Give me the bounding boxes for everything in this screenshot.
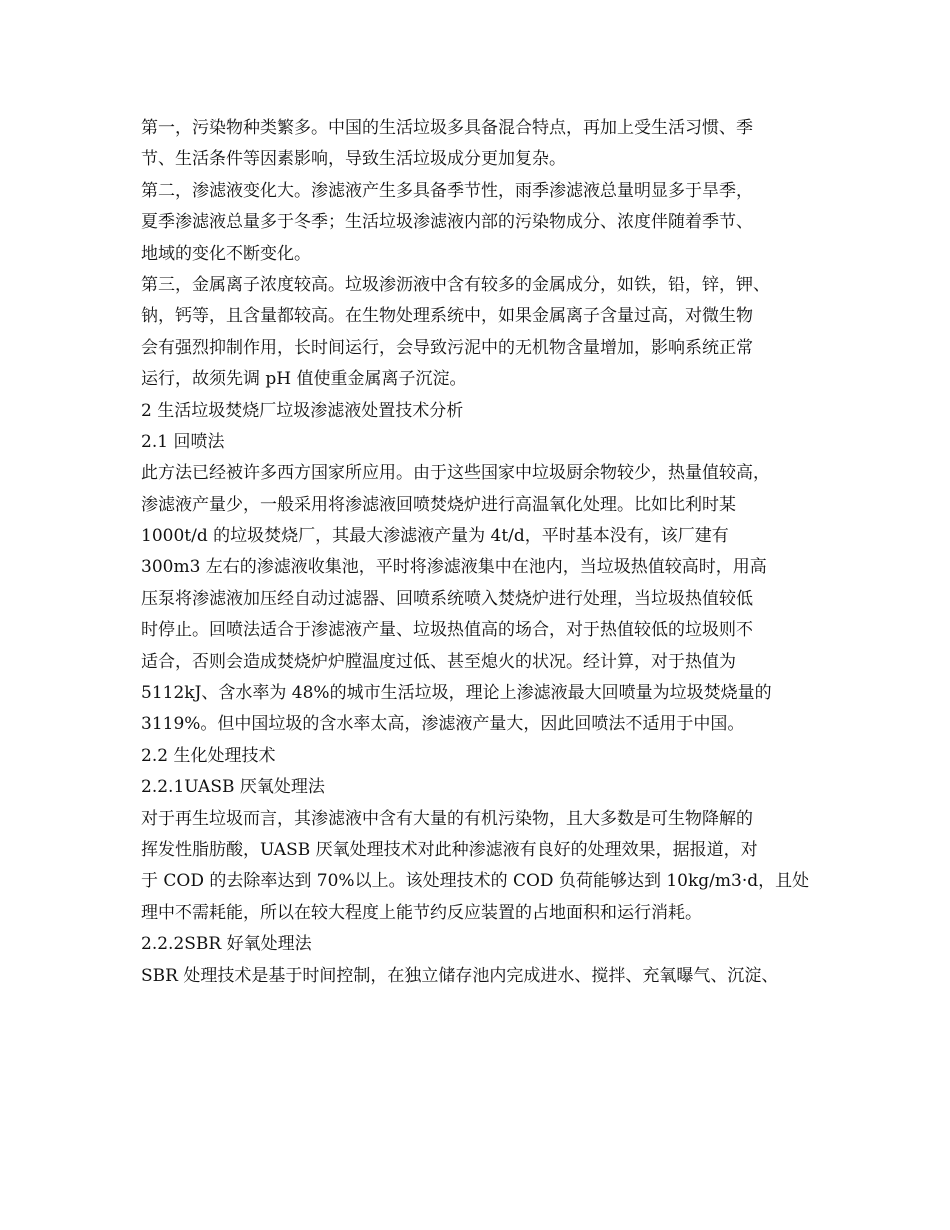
text-line: 运行，故须先调 pH 值使重金属离子沉淀。 (141, 369, 467, 390)
subsubsection-heading: 2.2.2SBR 好氧处理法 (141, 934, 312, 955)
text-line: 第三，金属离子浓度较高。垃圾渗沥液中含有较多的金属成分，如铁，铅，锌，钾、 (141, 274, 770, 295)
text-line: 于 COD 的去除率达到 70%以上。该处理技术的 COD 负荷能够达到 10kg/m3·d，且处 (141, 871, 810, 892)
text-line: 此方法已经被许多西方国家所应用。由于这些国家中垃圾厨余物较少，热量值较高， (141, 463, 770, 484)
text-line: 第二，渗滤液变化大。渗滤液产生多具备季节性，雨季渗滤液总量明显多于旱季， (141, 180, 753, 201)
text-line: 5112kJ、含水率为 48%的城市生活垃圾，理论上渗滤液最大回喷量为垃圾焚烧量的 (141, 683, 772, 704)
text-line: 会有强烈抑制作用，长时间运行，会导致污泥中的无机物含量增加，影响系统正常 (141, 337, 753, 358)
text-line: 时停止。回喷法适合于渗滤液产量、垃圾热值高的场合，对于热值较低的垃圾则不 (141, 620, 753, 641)
text-line: 夏季渗滤液总量多于冬季；生活垃圾渗滤液内部的污染物成分、浓度伴随着季节、 (141, 212, 753, 233)
text-line: SBR 处理技术是基于时间控制，在独立储存池内完成进水、搅拌、充氧曝气、沉淀、 (141, 965, 779, 986)
text-line: 对于再生垃圾而言，其渗滤液中含有大量的有机污染物，且大多数是可生物降解的 (141, 808, 753, 829)
subsection-heading: 2.1 回喷法 (141, 431, 225, 452)
subsubsection-heading: 2.2.1UASB 厌氧处理法 (141, 777, 325, 798)
text-line: 适合，否则会造成焚烧炉炉膛温度过低、甚至熄火的状况。经计算，对于热值为 (141, 651, 736, 672)
text-line: 挥发性脂肪酸，UASB 厌氧处理技术对此种渗滤液有良好的处理效果，据报道，对 (141, 839, 758, 860)
text-line: 节、生活条件等因素影响，导致生活垃圾成分更加复杂。 (141, 149, 566, 170)
text-line: 3119%。但中国垃圾的含水率太高，渗滤液产量大，因此回喷法不适用于中国。 (141, 714, 745, 735)
subsection-heading: 2.2 生化处理技术 (141, 745, 276, 766)
text-line: 第一，污染物种类繁多。中国的生活垃圾多具备混合特点，再加上受生活习惯、季 (141, 118, 753, 138)
text-line: 钠，钙等，且含量都较高。在生物处理系统中，如果金属离子含量过高，对微生物 (141, 306, 753, 327)
text-line: 压泵将渗滤液加压经自动过滤器、回喷系统喷入焚烧炉进行处理，当垃圾热值较低 (141, 588, 753, 609)
text-line: 渗滤液产量少，一般采用将渗滤液回喷焚烧炉进行高温氧化处理。比如比利时某 (141, 494, 736, 515)
text-line: 理中不需耗能，所以在较大程度上能节约反应装置的占地面积和运行消耗。 (141, 902, 702, 923)
text-line: 1000t/d 的垃圾焚烧厂，其最大渗滤液产量为 4t/d，平时基本没有，该厂建有 (141, 526, 729, 547)
section-heading: 2 生活垃圾焚烧厂垃圾渗滤液处置技术分析 (141, 400, 464, 421)
text-line: 地域的变化不断变化。 (141, 243, 311, 264)
document-body (141, 113, 831, 992)
text-line: 300m3 左右的渗滤液收集池，平时将渗滤液集中在池内，当垃圾热值较高时，用高 (141, 557, 767, 578)
